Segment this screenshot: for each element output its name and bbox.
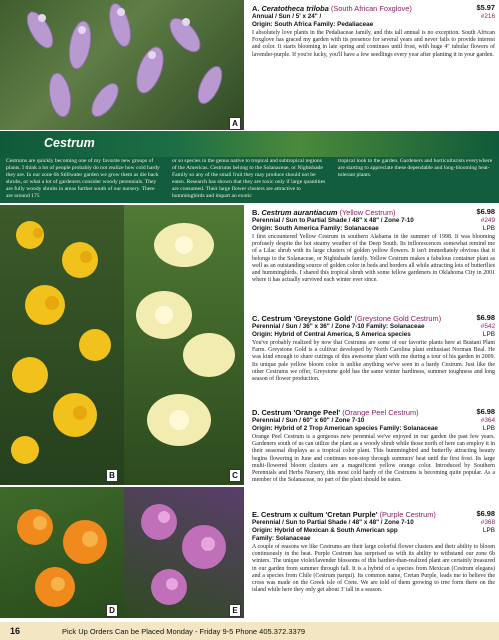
plant-habit: Perennial / Sun / 60" x 60" / Zone 7-10 xyxy=(252,417,365,424)
plant-habit: Perennial / Sun to Partial Shade / 48" x 48" / Zone 7-10 xyxy=(252,217,414,224)
photo-label-d: D xyxy=(106,604,118,617)
photo-label-b: B xyxy=(106,469,118,482)
plant-name: Cestrum aurantiacum xyxy=(261,208,338,217)
plant-origin: Origin: Hybrid of Mexican & South American spp xyxy=(252,527,398,534)
plant-family: Family: Solanaceae xyxy=(252,535,311,542)
page-number: 16 xyxy=(10,626,21,636)
plant-name: Ceratotheca triloba xyxy=(261,4,329,13)
plant-entry-yellow-cestrum xyxy=(252,208,495,284)
pot-size: LPB xyxy=(482,331,495,338)
plant-title xyxy=(252,4,455,13)
plant-name: D. Cestrum 'Orange Peel' xyxy=(252,408,341,417)
price-box xyxy=(477,208,496,234)
photo-orange-peel xyxy=(0,487,124,618)
plant-description: You've probably realized by now that Cestrums are some of our favorite plants here at Bustani Plant Farm. Greystone Gold is a cultivar developed by North Carolina plant enthusiast Norman Beal. He was kind enough to share cuttings of this awesome plant with me during a tour of his garden in 2009. Its unique pale yellow bloom color is unlike anything we've seen in a hardy Cestrum. Just like the other Cestrums we offer, Greystone gold has the same winter hardiness, summer toughness and long season of flower production. xyxy=(252,340,495,383)
plant-description: I absolutely love plants in the Pedaliaceae family, and this tall annual is no exception. South African Foxglove has graced my garden with its presence for several years and never fails to provide interest and color. It starts blooming in late spring and continues until frost, with huge 4" tubular flowers of lavender-purple. If you're lucky, you'll have a few seedlings every year after planting it in your garden. xyxy=(252,30,495,58)
plant-title xyxy=(252,510,455,519)
intro-col-3: tropical look to the garden. Gardeners and horticulturists everywhere are starting to appreciate these dependable and long-blooming heat-tolerant plants. xyxy=(338,158,493,178)
plant-entry-purple-cestrum xyxy=(252,510,495,594)
plant-habit: Annual / Sun / 5' x 24" / xyxy=(252,13,322,20)
plant-title xyxy=(252,314,455,323)
section-title: Cestrum xyxy=(44,136,95,150)
plant-title xyxy=(252,208,455,217)
yellow-cestrum-image xyxy=(0,205,124,485)
photo-label-a: A xyxy=(229,117,241,130)
sku: #216 xyxy=(480,12,495,20)
plant-habit: Perennial / Sun / 36" x 36" / Zone 7-10 Family: Solanaceae xyxy=(252,323,425,330)
plant-habit: Perennial / Sun to Partial Shade / 48" x 48" / Zone 7-10 xyxy=(252,519,414,526)
plant-entry-orange-peel xyxy=(252,408,495,484)
photo-yellow-cestrum xyxy=(0,205,124,485)
greystone-gold-image xyxy=(124,205,244,485)
price-box xyxy=(477,4,496,21)
purple-cestrum-image xyxy=(124,487,244,618)
plant-description: I first encountered Yellow Cestrum in southern Alabama in the summer of 1998. It was blooming profusely despite the hot steamy weather of the Deep South. Its inflorescences somewhat remind me of a Lilac shrub with its large clusters of golden yellow flowers. It isn't immediately obvious that it belongs to the Solanaceae, or Nightshade family. Yellow Cestrum makes a fabulous container plant as well as an outstanding source of golden color in beds and borders all while attracting lots of butterflies and hummingbirds. I shared this tropical shrub with some fellow gardeners in Oklahoma City in 2001 where it has actually survived each winter ever since. xyxy=(252,234,495,284)
price: $5.97 xyxy=(476,3,495,12)
photo-purple-cestrum xyxy=(124,487,244,618)
plant-common-name: (Orange Peel Cestrum) xyxy=(342,408,419,417)
intro-col-2: or so species in the genus native to tropical and subtropical regions of the Americas. Cestrums belong to the Solanaceae, or Nightshade Family so any of the small fruit they may produce should not be eaten. Research has shown that they are toxic only if large quantities are consumed. Their large flower clusters are attractive to hummingbirds and impart an exotic xyxy=(172,158,326,199)
pot-size: LPB xyxy=(482,425,495,432)
plant-title xyxy=(252,408,455,417)
plant-name: C. Cestrum 'Greystone Gold' xyxy=(252,314,353,323)
plant-common-name: (South African Foxglove) xyxy=(330,4,412,13)
plant-entry-ceratotheca xyxy=(252,4,495,59)
sku: #364 xyxy=(480,416,495,424)
plant-origin: Origin: Hybrid of 2 Trop American species Family: Solanaceae xyxy=(252,425,438,432)
plant-origin: Origin: South Africa Family: Pedaliaceae xyxy=(252,21,374,28)
sku: #542 xyxy=(480,322,495,330)
price: $6.98 xyxy=(476,509,495,518)
footer-text: Pick Up Orders Can be Placed Monday - Friday 9-5 Phone 405.372.3379 xyxy=(62,627,306,636)
plant-name: E. Cestrum x cultum 'Cretan Purple' xyxy=(252,510,378,519)
pot-size: LPB xyxy=(482,527,495,534)
plant-description: Orange Peel Cestrum is a gorgeous new perennial we've enjoyed in our garden the past few years. Gardeners south of us can utilize the plant as a woody shrub while those north of here can employ it in their seasonal displays as a tropical color plant. This hummingbird and butterfly attracting beauty begins flowering in June and continues non-stop through summers' heat until the first frost. Its large multi-flowered bloom clusters are a magnificent yellow orange color. Introduced by Southern Perennials and Herbs Nursery, this most cold hardy of the Cestrums is becoming quite popular. As a member of the Solanaceae, no part of the plant should be eaten. xyxy=(252,434,495,484)
foxglove-image xyxy=(0,0,244,130)
plant-description: A couple of reasons we like Cestrums are their large colorful flower clusters and their ability to bloom continuously in the heat. Purple Cestrum has surprised us with its ability to withstand our zone 6b winters. The unique violet/lavender blossoms of this hardier-than-realized plant are certainly treasured in our garden from summer through fall. It is a hybrid of a species from Mexican (Cestrum elegans) and a species from Chile (Cestrum parqui). Its common name, Cretan Purple, leads me to believe the cross was made on the Greek isle of Crete. We are told of them growing to tree form there on the island while here they only get about 3' tall in a season. xyxy=(252,544,495,594)
sku: #368 xyxy=(480,518,495,526)
footer-bar xyxy=(0,622,499,640)
price-box xyxy=(477,314,496,340)
plant-origin: Origin: Hybrid of Central America, S America species xyxy=(252,331,411,338)
sku: #249 xyxy=(480,216,495,224)
photo-greystone-gold xyxy=(124,205,244,485)
price: $6.98 xyxy=(476,407,495,416)
plant-common-name: (Purple Cestrum) xyxy=(379,510,436,519)
plant-common-name: (Yellow Cestrum) xyxy=(339,208,396,217)
plant-letter: B. xyxy=(252,208,262,217)
photo-label-e: E xyxy=(229,604,241,617)
plant-letter: A. xyxy=(252,4,262,13)
price: $6.98 xyxy=(476,313,495,322)
price-box xyxy=(477,408,496,434)
photo-label-c: C xyxy=(229,469,241,482)
intro-col-1: Cestrums are quickly becoming one of my favorite new groups of plants. I think a lot of people probably do not realize how cold hardy they are. In our zone 6b Stillwater garden we grow them as die back shrubs, or what a lot of gardeners consider woody perennials. They are fully woody shrubs in areas further south of our nursery. There are around 175 xyxy=(6,158,160,199)
photo-ceratotheca xyxy=(0,0,244,130)
pot-size: LPB xyxy=(482,225,495,232)
plant-entry-greystone-gold xyxy=(252,314,495,383)
plant-common-name: (Greystone Gold Cestrum) xyxy=(354,314,442,323)
orange-peel-image xyxy=(0,487,124,618)
price-box xyxy=(477,510,496,536)
price: $6.98 xyxy=(476,207,495,216)
intro-section xyxy=(0,157,499,203)
section-banner xyxy=(0,131,499,157)
plant-origin: Origin: South America Family: Solanaceae xyxy=(252,225,379,232)
